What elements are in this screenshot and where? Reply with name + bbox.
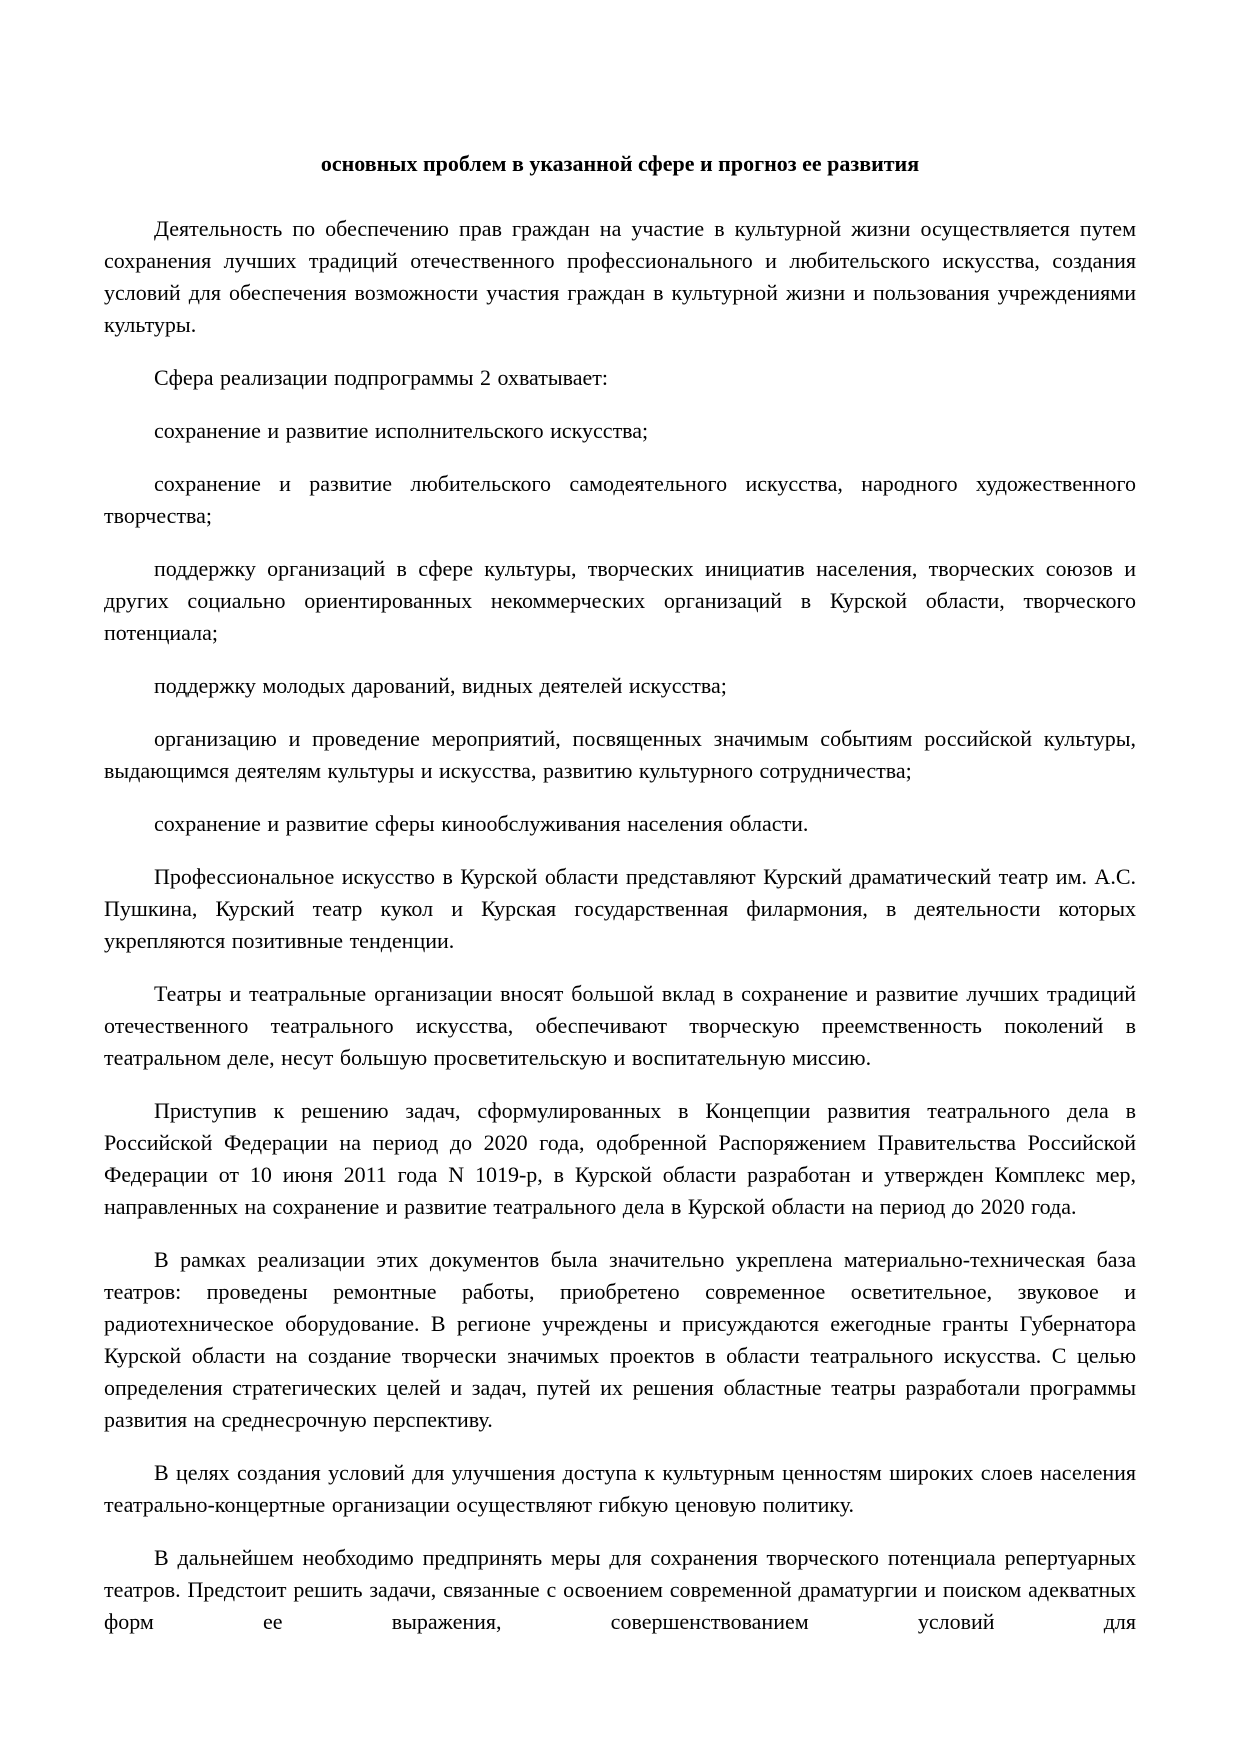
paragraph-intro: Деятельность по обеспечению прав граждан на участие в культурной жизни осуществляется путем сохранения лучших традиций отечественного профессионального и любительского искусства, создания условий для обеспечения возможности участия граждан в культурной жизни и пользования учреждениями культуры. [104, 216, 1136, 337]
paragraph-material-base: В рамках реализации этих документов была значительно укреплена материально-техническая база театров: проведены ремонтные работы, приобретено современное осветительное, звуковое и радиотехническое оборудование. В регионе учреждены и присуждаются ежегодные гранты Губернатора Курской области на создание творчески значимых проектов в области театрального искусства. С целью определения стратегических целей и задач, путей их решения областные театры разработали программы развития на среднесрочную перспективу. [104, 1247, 1136, 1432]
paragraph-scope-lead: Сфера реализации подпрограммы 2 охватывает: [154, 365, 608, 390]
paragraph-scope-item-performing-art: сохранение и развитие исполнительского искусства; [154, 418, 649, 443]
page-title: основных проблем в указанной сфере и прогноз ее развития [320, 151, 920, 176]
paragraph-scope-item-events: организацию и проведение мероприятий, посвященных значимым событиям российской культуры, выдающимся деятелям культуры и искусства, развитию культурного сотрудничества; [104, 726, 1136, 783]
paragraph-future-measures: В дальнейшем необходимо предпринять меры для сохранения творческого потенциала репертуарных театров. Предстоит решить задачи, связанные с освоением современной драматургии и поиском адекватных форм ее выражения, совершенствованием условий для [104, 1545, 1136, 1634]
paragraph-scope-item-amateur-art: сохранение и развитие любительского самодеятельного искусства, народного художественного творчества; [104, 471, 1136, 528]
paragraph-price-policy: В целях создания условий для улучшения доступа к культурным ценностям широких слоев населения театрально-концертные организации осуществляют гибкую ценовую политику. [104, 1460, 1136, 1517]
paragraph-scope-item-org-support: поддержку организаций в сфере культуры, творческих инициатив населения, творческих союзов и других социально ориентированных некоммерческих организаций в Курской области, творческого потенциала; [104, 556, 1136, 645]
paragraph-theatres-contribution: Театры и театральные организации вносят большой вклад в сохранение и развитие лучших традиций отечественного театрального искусства, обеспечивают творческую преемственность поколений в театральном деле, несут большую просветительскую и воспитательную миссию. [104, 981, 1136, 1070]
paragraph-professional-art: Профессиональное искусство в Курской области представляют Курский драматический театр им. А.С. Пушкина, Курский театр кукол и Курская государственная филармония, в деятельности которых укрепляются позитивные тенденции. [104, 864, 1136, 953]
paragraph-scope-item-young-talents: поддержку молодых дарований, видных деятелей искусства; [154, 673, 727, 698]
paragraph-concept-2020: Приступив к решению задач, сформулированных в Концепции развития театрального дела в Российской Федерации на период до 2020 года, одобренной Распоряжением Правительства Российской Федерации от 10 июня 2011 года N 1019-р, в Курской области разработан и утвержден Комплекс мер, направленных на сохранение и развитие театрального дела в Курской области на период до 2020 года. [104, 1098, 1136, 1219]
paragraph-scope-item-cinema: сохранение и развитие сферы кинообслуживания населения области. [154, 811, 809, 836]
